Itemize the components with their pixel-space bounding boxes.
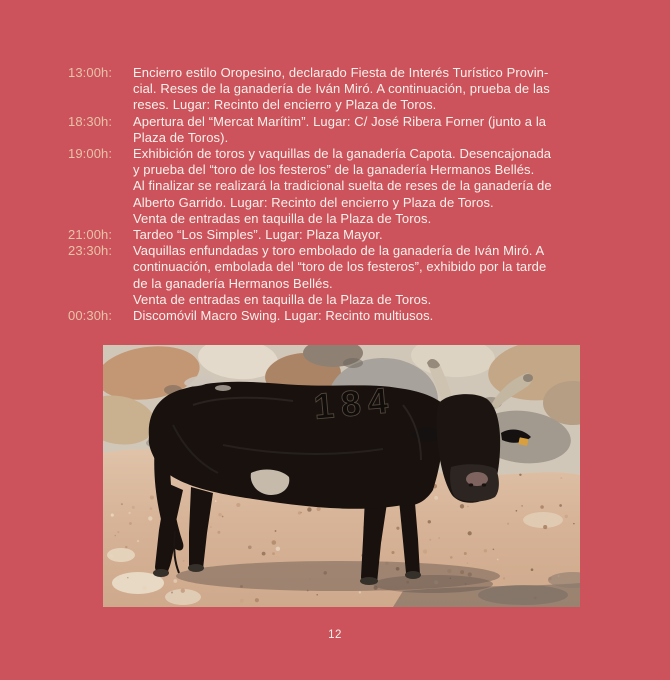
- schedule-entry: [68, 146, 628, 227]
- event-description-line: Vaquillas enfundadas y toro embolado de la ganadería de Iván Miró. A: [133, 243, 545, 259]
- event-time: 18:30h:: [68, 113, 113, 129]
- event-description-line: Venta de entradas en taquilla de la Plaza de Toros.: [133, 291, 432, 307]
- event-time: 21:00h:: [68, 227, 113, 243]
- event-time: 19:00h:: [68, 146, 113, 162]
- schedule-entry: [68, 308, 628, 324]
- event-description-line: continuación, embolada del “toro de los festeros”, exhibido por la tarde: [133, 259, 547, 275]
- bull-photo: [103, 345, 580, 607]
- schedule-entry: [68, 114, 628, 146]
- schedule-entry: [68, 65, 628, 114]
- event-time: 23:30h:: [68, 243, 113, 259]
- event-description: [133, 65, 628, 114]
- event-description: [133, 227, 628, 243]
- event-description-line: Encierro estilo Oropesino, declarado Fiesta de Interés Turístico Provin-: [133, 65, 549, 80]
- brand-number: 184: [312, 379, 397, 427]
- event-description-line: Al finalizar se realizará la tradicional suelta de reses de la ganadería de: [133, 178, 552, 194]
- event-description-line: Alberto Garrido. Lugar: Recinto del encierro y Plaza de Toros.: [133, 194, 494, 210]
- event-description-line: Tardeo “Los Simples”. Lugar: Plaza Mayor.: [133, 227, 383, 243]
- event-description-line: Exhibición de toros y vaquillas de la ganadería Capota. Desencajonada: [133, 146, 552, 162]
- event-time: 00:30h:: [68, 308, 113, 324]
- event-description: [133, 243, 628, 308]
- event-description-line: y prueba del “toro de los festeros” de la ganadería Hermanos Bellés.: [133, 162, 535, 178]
- event-description-line: cial. Reses de la ganadería de Iván Miró. A continuación, prueba de las: [133, 81, 550, 97]
- schedule-entry: [68, 243, 628, 308]
- event-time: 13:00h:: [68, 65, 113, 80]
- bull-photo-graphic: [103, 345, 580, 607]
- event-description-line: reses. Lugar: Recinto del encierro y Plaza de Toros.: [133, 97, 437, 113]
- event-description: [133, 308, 628, 324]
- event-description-line: de la ganadería Hermanos Bellés.: [133, 275, 333, 291]
- event-description-line: Discomóvil Macro Swing. Lugar: Recinto multiusos.: [133, 308, 434, 324]
- event-description-line: Apertura del “Mercat Marítim”. Lugar: C/ José Ribera Forner (junto a la: [133, 113, 547, 129]
- schedule-list: [68, 65, 628, 324]
- page-number: 12: [328, 629, 342, 641]
- schedule-entry: [68, 227, 628, 243]
- event-description: [133, 114, 628, 146]
- event-description-line: Plaza de Toros).: [133, 129, 229, 145]
- event-description-line: Venta de entradas en taquilla de la Plaza de Toros.: [133, 210, 432, 226]
- event-description: [133, 146, 628, 227]
